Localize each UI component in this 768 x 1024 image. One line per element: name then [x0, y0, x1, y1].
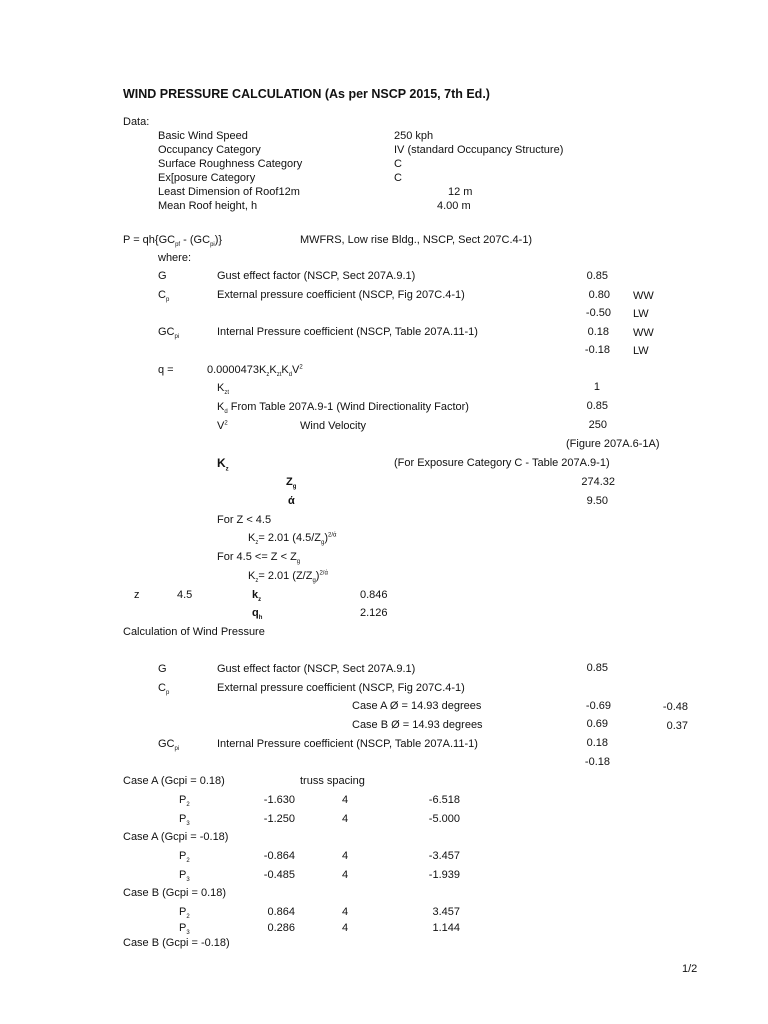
data-value-roughness: C [394, 158, 402, 170]
calc-cp-sym-text: C [158, 682, 166, 694]
g-symbol: G [158, 270, 167, 282]
case-row-spacing: 4 [342, 922, 349, 934]
zg-symbol [286, 476, 296, 489]
data-label-exposure: Ex[posure Category [158, 172, 256, 184]
kz2-sym-sub: z [258, 597, 262, 604]
eq-sub: g [312, 578, 316, 585]
qh-sym-sub: h [258, 615, 263, 622]
kz-symbol-bold [252, 589, 261, 602]
case-row-spacing: 4 [342, 794, 349, 806]
gcpi-description: Internal Pressure coefficient (NSCP, Table 207A.11-1) [217, 326, 478, 338]
eq-part: K [248, 570, 256, 582]
case-row-spacing: 4 [342, 813, 349, 825]
data-value-wind-speed: 250 kph [394, 130, 434, 142]
cp-value-ww: 0.80 [588, 289, 610, 301]
cp-tag-ww: WW [633, 290, 654, 302]
case-row-value: -1.630 [263, 794, 295, 806]
calc-gcpi-symbol [158, 738, 179, 751]
truss-spacing-label: truss spacing [300, 775, 365, 787]
qh-sym-text: q [252, 607, 259, 619]
case-row-pressure: -5.000 [428, 813, 460, 825]
eq-sup: 2/ά [328, 532, 337, 539]
q-part: K [281, 364, 289, 376]
pressure-formula [123, 234, 222, 247]
p-sym: P [179, 922, 187, 934]
v-sym-text: V [217, 420, 225, 432]
case-row-value: 0.864 [267, 906, 295, 918]
case-row-pressure: -6.518 [428, 794, 460, 806]
cond-sub: g [296, 559, 301, 566]
q-sub: z [266, 372, 270, 379]
case-title: Case A (Gcpi = 0.18) [123, 775, 225, 787]
v-sym-sup: 2 [224, 420, 228, 427]
p-sub: 2 [186, 802, 190, 809]
case-title: Case B (Gcpi = -0.18) [123, 937, 230, 949]
eq-part: K [248, 532, 256, 544]
case-row-symbol [179, 922, 190, 935]
calc-cp-symbol [158, 682, 169, 695]
p-sub: 2 [186, 914, 190, 921]
kz-sym-sub: z [225, 466, 229, 473]
kd-row [217, 401, 469, 414]
gcpi-value-ww: 0.18 [587, 326, 609, 338]
case-a-value-1: -0.69 [585, 700, 611, 712]
condition-1: For Z < 4.5 [217, 514, 272, 526]
alpha-symbol: ά [288, 495, 295, 507]
gcpi-sym-sub: pi [174, 334, 180, 341]
v-value: 250 [588, 419, 607, 431]
gcpi-sym-text: GC [158, 326, 175, 338]
kd-sym-sub: d [224, 409, 228, 416]
p-sub: 3 [186, 877, 190, 884]
kzt-value: 1 [593, 381, 600, 393]
p-sym: P [179, 869, 187, 881]
case-row-value: -0.864 [263, 850, 295, 862]
case-row-pressure: -3.457 [428, 850, 460, 862]
case-title: Case A (Gcpi = -0.18) [123, 831, 229, 843]
q-formula [207, 364, 303, 377]
case-row-spacing: 4 [342, 850, 349, 862]
page-number: 1/2 [682, 963, 698, 975]
case-row-symbol [179, 813, 190, 826]
cp-tag-lw: LW [633, 308, 649, 320]
calc-g-value: 0.85 [586, 662, 608, 674]
q-part: K [269, 364, 277, 376]
formula-reference: MWFRS, Low rise Bldg., NSCP, Sect 207C.4-1) [300, 234, 533, 246]
data-label-roughness: Surface Roughness Category [158, 158, 303, 170]
case-row-pressure: 1.144 [432, 922, 460, 934]
eq-sub: z [255, 540, 259, 547]
formula-part: P = qh{GC [123, 234, 176, 246]
g-value: 0.85 [586, 270, 608, 282]
calc-gcpi-sym-text: GC [158, 738, 175, 750]
case-b-value-1: 0.69 [586, 718, 608, 730]
p-sym: P [179, 813, 187, 825]
data-label-occupancy: Occupancy Category [158, 144, 261, 156]
kz-equation-1 [248, 532, 337, 545]
where-label: where: [158, 252, 192, 264]
q-sub: zt [276, 372, 282, 379]
case-row-spacing: 4 [342, 869, 349, 881]
p-sub: 3 [186, 821, 190, 828]
z-value: 4.5 [177, 589, 193, 601]
qh-symbol [252, 607, 262, 620]
data-value-least-dimension: 12 m [448, 186, 473, 198]
zg-sym-text: Z [286, 476, 293, 488]
z-label: z [134, 589, 140, 601]
qh-value: 2.126 [360, 607, 388, 619]
zg-value: 274.32 [581, 476, 615, 488]
case-row-symbol [179, 869, 190, 882]
cp-sym-sub: p [165, 297, 170, 304]
condition-2 [217, 551, 300, 564]
q-sup: 2 [299, 364, 303, 371]
data-label-wind-speed: Basic Wind Speed [158, 130, 248, 142]
kzt-symbol [217, 382, 229, 395]
case-a-label: Case A Ø = 14.93 degrees [352, 700, 482, 712]
case-row-symbol [179, 906, 190, 919]
eq-part: ) [315, 570, 320, 582]
calc-g-symbol: G [158, 663, 167, 675]
kz-equation-2 [248, 570, 328, 583]
gcpi-symbol [158, 326, 179, 339]
data-heading: Data: [123, 116, 150, 128]
q-part: 0.0000473K [207, 364, 267, 376]
calc-cp-sym-sub: p [165, 690, 170, 697]
gcpi-tag-lw: LW [633, 345, 649, 357]
kz-value: 0.846 [360, 589, 388, 601]
q-sub: d [288, 372, 293, 379]
formula-part: )} [214, 234, 223, 246]
eq-sup: 2/ά [319, 570, 328, 577]
data-value-occupancy: IV (standard Occupancy Structure) [394, 144, 564, 156]
kz2-sym-text: k [252, 589, 259, 601]
data-value-exposure: C [394, 172, 402, 184]
eq-part: = 2.01 (4.5/Z [258, 532, 322, 544]
case-b-label: Case B Ø = 14.93 degrees [352, 719, 483, 731]
case-row-value: -0.485 [263, 869, 295, 881]
formula-sub: pf [175, 242, 181, 249]
p-sub: 2 [186, 858, 190, 865]
case-row-pressure: 3.457 [432, 906, 460, 918]
cp-description: External pressure coefficient (NSCP, Fig 207C.4-1) [217, 289, 465, 301]
q-lhs: q = [158, 364, 174, 376]
case-row-symbol [179, 794, 190, 807]
eq-sub: g [321, 540, 325, 547]
figure-reference: (Figure 207A.6-1A) [566, 438, 660, 450]
data-label-roof-height: Mean Roof height, h [158, 200, 258, 212]
p-sym: P [179, 850, 187, 862]
case-row-value: -1.250 [263, 813, 295, 825]
calc-g-description: Gust effect factor (NSCP, Sect 207A.9.1) [217, 663, 416, 675]
case-row-symbol [179, 850, 190, 863]
formula-part: - (GC [180, 234, 211, 246]
gcpi-value-lw: -0.18 [584, 344, 610, 356]
case-title: Case B (Gcpi = 0.18) [123, 887, 227, 899]
alpha-value: 9.50 [586, 495, 608, 507]
eq-part: ) [324, 532, 329, 544]
cp-sym-text: C [158, 289, 166, 301]
calc-gcpi-sym-sub: pi [174, 746, 180, 753]
formula-sub: pi [210, 242, 215, 249]
case-row-value: 0.286 [267, 922, 295, 934]
calc-gcpi-description: Internal Pressure coefficient (NSCP, Table 207A.11-1) [217, 738, 478, 750]
eq-part: = 2.01 (Z/Z [258, 570, 313, 582]
cp-value-lw: -0.50 [585, 307, 611, 319]
kzt-sym-sub: zt [224, 390, 230, 397]
case-row-spacing: 4 [342, 906, 349, 918]
p-sym: P [179, 906, 187, 918]
data-label-least-dimension: Least Dimension of Roof12m [158, 186, 300, 198]
kzt-sym-text: K [217, 382, 225, 394]
case-row-pressure: -1.939 [428, 869, 460, 881]
case-b-value-2: 0.37 [666, 720, 688, 732]
calc-cp-description: External pressure coefficient (NSCP, Fig 207C.4-1) [217, 682, 465, 694]
cp-symbol [158, 289, 169, 302]
kz-symbol [217, 456, 229, 473]
v-symbol [217, 420, 228, 433]
calc-heading: Calculation of Wind Pressure [123, 626, 265, 638]
eq-sub: z [255, 578, 259, 585]
kd-value: 0.85 [586, 400, 608, 412]
g-description: Gust effect factor (NSCP, Sect 207A.9.1) [217, 270, 416, 282]
calc-gcpi-value-2: -0.18 [584, 756, 610, 768]
gcpi-tag-ww: WW [633, 327, 654, 339]
p-sub: 3 [186, 930, 190, 937]
q-part: V [292, 364, 300, 376]
kz-sym-text: K [217, 456, 226, 470]
zg-sym-sub: g [292, 484, 297, 491]
v-description: Wind Velocity [300, 420, 367, 432]
calc-gcpi-value-1: 0.18 [586, 737, 608, 749]
kd-description: From Table 207A.9-1 (Wind Directionality Factor) [227, 401, 469, 413]
p-sym: P [179, 794, 187, 806]
cond-part: For 4.5 <= Z < Z [217, 551, 297, 563]
kd-sym-text: K [217, 401, 225, 413]
case-a-value-2: -0.48 [662, 701, 688, 713]
kz-description: (For Exposure Category C - Table 207A.9-1) [394, 457, 610, 469]
document-title: WIND PRESSURE CALCULATION (As per NSCP 2015, 7th Ed.) [123, 87, 490, 101]
data-value-roof-height: 4.00 m [437, 200, 471, 212]
